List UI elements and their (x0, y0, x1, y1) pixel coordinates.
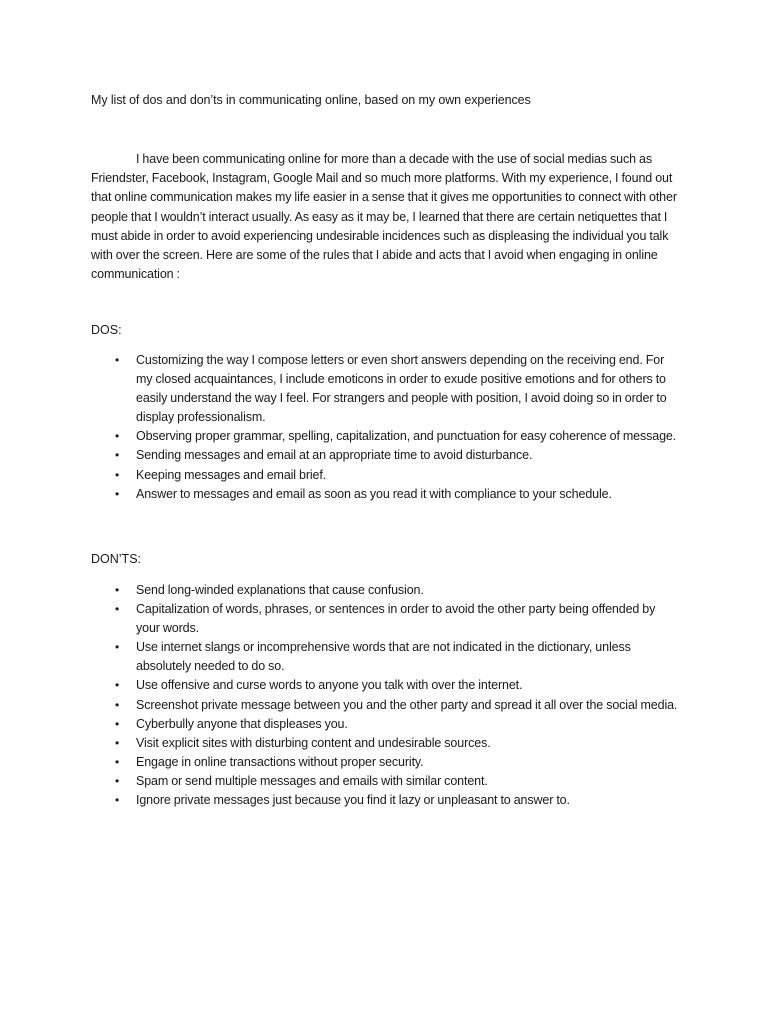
list-item (91, 753, 681, 772)
list-item-text: Ignore private messages just because you find it lazy or unpleasant to answer to. (136, 793, 570, 808)
bullet-icon: • (115, 773, 120, 788)
list-item (91, 581, 681, 600)
list-item-text: Sending messages and email at an appropriate time to avoid disturbance. (136, 448, 533, 463)
bullet-icon: • (115, 754, 120, 769)
list-item-text: Use internet slangs or incomprehensive words that are not indicated in the dictionary, unless absolutely needed to do so. (136, 640, 631, 674)
list-item-text: Customizing the way I compose letters or even short answers depending on the receiving end. For my closed acquaintances, I include emoticons in order to exude positive emotions and for others to easily understand the way I feel. For strangers and people with position, I avoid doing so in order to display professionalism. (136, 353, 667, 425)
list-item (91, 485, 681, 504)
dos-list (91, 351, 681, 504)
bullet-icon: • (115, 716, 120, 731)
list-item-text: Keeping messages and email brief. (136, 467, 327, 482)
bullet-icon: • (115, 602, 120, 617)
list-item-text: Engage in online transactions without proper security. (136, 754, 424, 769)
list-item (91, 715, 681, 734)
list-item (91, 600, 681, 638)
bullet-icon: • (115, 735, 120, 750)
list-item-text: Visit explicit sites with disturbing content and undesirable sources. (136, 735, 491, 750)
list-item-text: Spam or send multiple messages and emails with similar content. (136, 773, 488, 788)
bullet-icon: • (115, 448, 120, 463)
list-item (91, 734, 681, 753)
list-item-text: Observing proper grammar, spelling, capitalization, and punctuation for easy coherence of message. (136, 429, 677, 444)
list-item-text: Answer to messages and email as soon as you read it with compliance to your schedule. (136, 486, 612, 501)
dos-heading: DOS: (91, 323, 122, 337)
list-item (91, 772, 681, 791)
donts-heading: DON’TS: (91, 552, 141, 566)
list-item-text: Cyberbully anyone that displeases you. (136, 716, 348, 731)
list-item-text: Send long-winded explanations that cause confusion. (136, 583, 424, 597)
bullet-icon: • (115, 486, 120, 501)
bullet-icon: • (115, 353, 120, 367)
bullet-icon: • (115, 697, 120, 712)
intro-paragraph: I have been communicating online for more than a decade with the use of social medias such as Friendster, Facebook, Instagram, Google Mail and so much more platforms. With my experience, I found out that online communication makes my life easier in a sense that it gives me opportunities to connect with other people that I wouldn’t interact usually. As easy as it may be, I learned that there are certain netiquettes that I must abide in order to avoid experiencing undesirable incidences such as displeasing the individual you talk with over the screen. Here are some of the rules that I abide and acts that I avoid when engaging in online communication : (91, 152, 677, 282)
list-item (91, 351, 681, 427)
list-item-text: Capitalization of words, phrases, or sentences in order to avoid the other party being offended by your words. (136, 602, 656, 636)
bullet-icon: • (115, 467, 120, 482)
list-item (91, 638, 681, 676)
document-title: My list of dos and don’ts in communicating online, based on my own experiences (91, 93, 531, 107)
bullet-icon: • (115, 678, 120, 693)
bullet-icon: • (115, 583, 120, 597)
donts-list (91, 581, 681, 810)
bullet-icon: • (115, 429, 120, 444)
list-item (91, 446, 681, 465)
list-item-text: Screenshot private message between you and the other party and spread it all over the social media. (136, 697, 678, 712)
list-item (91, 466, 681, 485)
bullet-icon: • (115, 640, 120, 655)
list-item-text: Use offensive and curse words to anyone you talk with over the internet. (136, 678, 523, 693)
list-item (91, 791, 681, 810)
list-item (91, 676, 681, 695)
bullet-icon: • (115, 793, 120, 808)
list-item (91, 427, 681, 446)
list-item (91, 696, 681, 715)
